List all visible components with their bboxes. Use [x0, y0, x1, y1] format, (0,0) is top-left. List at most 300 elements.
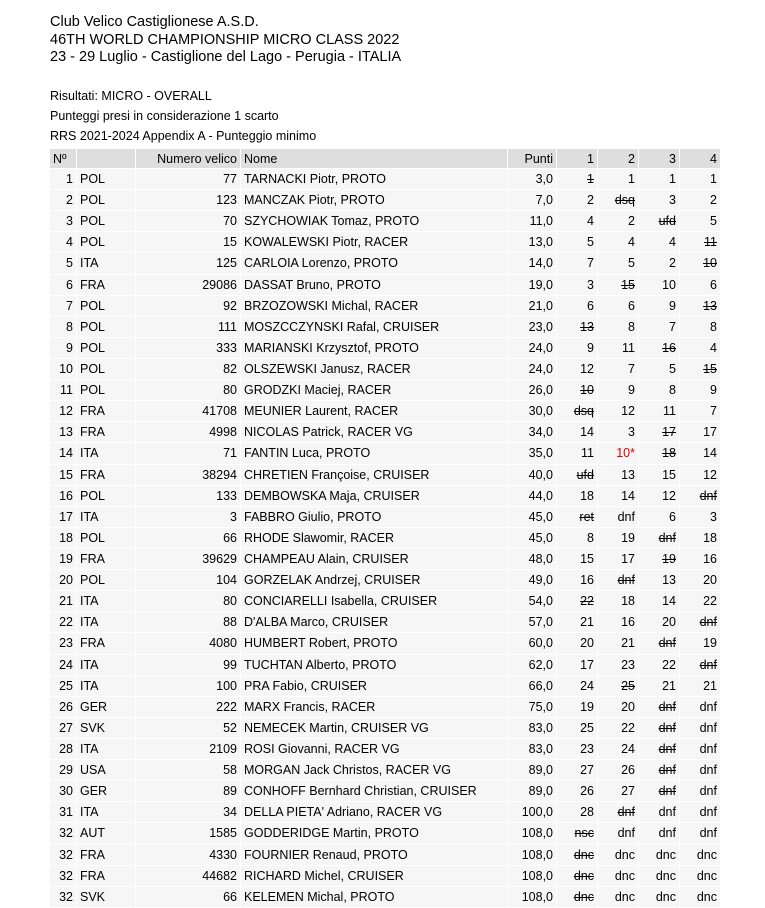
table-row [50, 295, 721, 316]
name-cell: KOWALEWSKI Piotr, RACER [241, 232, 508, 253]
results-title: Risultati: MICRO - OVERALL [50, 89, 212, 103]
table-row [50, 717, 721, 738]
race-1-cell: 3 [557, 274, 598, 295]
race-2-cell: 15 [598, 274, 639, 295]
points-cell: 21,0 [508, 295, 557, 316]
sail-number-cell: 88 [136, 612, 241, 633]
race-1-cell: dsq [557, 401, 598, 422]
race-4-cell: 3 [680, 506, 721, 527]
race-2-cell: 12 [598, 401, 639, 422]
points-cell: 45,0 [508, 506, 557, 527]
race-1-cell: dnc [557, 844, 598, 865]
nation-cell: FRA [77, 865, 136, 886]
race-4-cell: dnf [680, 802, 721, 823]
nation-cell: POL [77, 358, 136, 379]
nation-cell: POL [77, 570, 136, 591]
race-3-cell: 2 [639, 253, 680, 274]
name-cell: D'ALBA Marco, CRUISER [241, 612, 508, 633]
rank-cell: 19 [50, 548, 77, 569]
table-row [50, 190, 721, 211]
points-cell: 34,0 [508, 422, 557, 443]
name-cell: MANCZAK Piotr, PROTO [241, 190, 508, 211]
rank-cell: 25 [50, 675, 77, 696]
sail-number-cell: 99 [136, 654, 241, 675]
race-4-cell: 9 [680, 380, 721, 401]
points-cell: 108,0 [508, 823, 557, 844]
race-3-cell: dnc [639, 886, 680, 907]
rank-cell: 26 [50, 696, 77, 717]
table-row [50, 802, 721, 823]
name-cell: MORGAN Jack Christos, RACER VG [241, 760, 508, 781]
rank-cell: 28 [50, 738, 77, 759]
nation-cell: GER [77, 781, 136, 802]
name-cell: TUCHTAN Alberto, PROTO [241, 654, 508, 675]
race-3-cell: 5 [639, 358, 680, 379]
points-cell: 108,0 [508, 844, 557, 865]
race-1-cell: 16 [557, 570, 598, 591]
race-2-cell: 2 [598, 211, 639, 232]
race-3-cell: 21 [639, 675, 680, 696]
nation-cell: POL [77, 380, 136, 401]
nation-cell: FRA [77, 633, 136, 654]
name-cell: FANTIN Luca, PROTO [241, 443, 508, 464]
name-cell: RICHARD Michel, CRUISER [241, 865, 508, 886]
race-1-cell: 2 [557, 190, 598, 211]
nation-cell: FRA [77, 844, 136, 865]
rank-cell: 32 [50, 865, 77, 886]
sail-number-cell: 222 [136, 696, 241, 717]
race-3-cell: 1 [639, 169, 680, 190]
race-1-cell: 7 [557, 253, 598, 274]
race-1-cell: 1 [557, 169, 598, 190]
nation-cell: POL [77, 316, 136, 337]
table-row [50, 760, 721, 781]
rank-cell: 21 [50, 591, 77, 612]
race-3-cell: dnf [639, 696, 680, 717]
nation-cell: ITA [77, 506, 136, 527]
race-2-cell: 26 [598, 760, 639, 781]
name-cell: KELEMEN Michal, PROTO [241, 886, 508, 907]
nation-cell: ITA [77, 675, 136, 696]
race-4-cell: dnf [680, 738, 721, 759]
event-dates-place: 23 - 29 Luglio - Castiglione del Lago - Perugia - ITALIA [50, 49, 402, 65]
race-2-cell: 24 [598, 738, 639, 759]
points-cell: 40,0 [508, 464, 557, 485]
discard-note: Punteggi presi in considerazione 1 scarto [50, 109, 279, 123]
nation-cell: POL [77, 485, 136, 506]
race-4-cell: 17 [680, 422, 721, 443]
race-2-cell: 7 [598, 358, 639, 379]
sail-number-cell: 2109 [136, 738, 241, 759]
race-3-cell: dnf [639, 802, 680, 823]
sail-number-cell: 70 [136, 211, 241, 232]
race-2-cell: dnf [598, 506, 639, 527]
race-2-cell: 1 [598, 169, 639, 190]
race-4-cell: 2 [680, 190, 721, 211]
race-3-cell: 14 [639, 591, 680, 612]
race-4-cell: dnc [680, 865, 721, 886]
table-row [50, 527, 721, 548]
race-1-cell: 18 [557, 485, 598, 506]
race-4-cell: 11 [680, 232, 721, 253]
race-2-cell: 22 [598, 717, 639, 738]
race-2-cell: 14 [598, 485, 639, 506]
name-cell: DASSAT Bruno, PROTO [241, 274, 508, 295]
nation-cell: POL [77, 211, 136, 232]
table-row [50, 612, 721, 633]
race-3-cell: dnf [639, 717, 680, 738]
sail-number-cell: 133 [136, 485, 241, 506]
race-4-cell: 18 [680, 527, 721, 548]
name-cell: MARX Francis, RACER [241, 696, 508, 717]
rank-cell: 32 [50, 886, 77, 907]
name-cell: PRA Fabio, CRUISER [241, 675, 508, 696]
sail-number-cell: 82 [136, 358, 241, 379]
race-4-cell: 1 [680, 169, 721, 190]
nation-cell: ITA [77, 591, 136, 612]
sail-number-cell: 66 [136, 886, 241, 907]
rank-cell: 12 [50, 401, 77, 422]
race-3-cell: 15 [639, 464, 680, 485]
name-cell: NICOLAS Patrick, RACER VG [241, 422, 508, 443]
sail-number-cell: 123 [136, 190, 241, 211]
rank-cell: 32 [50, 823, 77, 844]
rank-cell: 16 [50, 485, 77, 506]
race-1-cell: 15 [557, 548, 598, 569]
race-1-cell: 8 [557, 527, 598, 548]
rank-cell: 7 [50, 295, 77, 316]
race-2-cell: dnf [598, 570, 639, 591]
race-1-cell: 11 [557, 443, 598, 464]
points-cell: 62,0 [508, 654, 557, 675]
sail-number-cell: 39629 [136, 548, 241, 569]
table-row [50, 401, 721, 422]
nation-cell: POL [77, 190, 136, 211]
race-1-cell: 28 [557, 802, 598, 823]
nation-cell: POL [77, 295, 136, 316]
race-2-cell: dnf [598, 802, 639, 823]
race-2-cell: 6 [598, 295, 639, 316]
nation-cell: ITA [77, 654, 136, 675]
rank-cell: 4 [50, 232, 77, 253]
points-cell: 54,0 [508, 591, 557, 612]
race-4-cell: 13 [680, 295, 721, 316]
points-cell: 48,0 [508, 548, 557, 569]
race-1-cell: 22 [557, 591, 598, 612]
sail-number-cell: 3 [136, 506, 241, 527]
name-cell: GORZELAK Andrzej, CRUISER [241, 570, 508, 591]
race-1-cell: 14 [557, 422, 598, 443]
race-2-cell: 18 [598, 591, 639, 612]
rank-cell: 29 [50, 760, 77, 781]
sail-number-cell: 58 [136, 760, 241, 781]
points-cell: 89,0 [508, 760, 557, 781]
points-cell: 24,0 [508, 337, 557, 358]
table-row [50, 253, 721, 274]
race-1-cell: 10 [557, 380, 598, 401]
race-3-cell: 13 [639, 570, 680, 591]
race-3-cell: 11 [639, 401, 680, 422]
race-3-cell: 20 [639, 612, 680, 633]
rules-note: RRS 2021-2024 Appendix A - Punteggio minimo [50, 129, 317, 143]
table-row [50, 654, 721, 675]
name-cell: MARIANSKI Krzysztof, PROTO [241, 337, 508, 358]
results-table [49, 148, 721, 908]
name-cell: CHRETIEN Françoise, CRUISER [241, 464, 508, 485]
club-name: Club Velico Castiglionese A.S.D. [50, 14, 259, 30]
race-3-cell: dnf [639, 781, 680, 802]
sail-number-cell: 1585 [136, 823, 241, 844]
points-cell: 30,0 [508, 401, 557, 422]
table-row [50, 464, 721, 485]
name-cell: RHODE Slawomir, RACER [241, 527, 508, 548]
nation-cell: ITA [77, 253, 136, 274]
race-2-cell: dnc [598, 865, 639, 886]
table-row [50, 232, 721, 253]
race-3-cell: 6 [639, 506, 680, 527]
race-2-cell: 20 [598, 696, 639, 717]
name-cell: DELLA PIETA' Adriano, RACER VG [241, 802, 508, 823]
race-4-cell: 21 [680, 675, 721, 696]
race-4-cell: dnc [680, 844, 721, 865]
points-cell: 100,0 [508, 802, 557, 823]
points-cell: 19,0 [508, 274, 557, 295]
race-3-cell: 7 [639, 316, 680, 337]
race-2-cell: 21 [598, 633, 639, 654]
points-cell: 11,0 [508, 211, 557, 232]
race-1-cell: 17 [557, 654, 598, 675]
table-row [50, 337, 721, 358]
name-cell: DEMBOWSKA Maja, CRUISER [241, 485, 508, 506]
race-4-cell: dnf [680, 654, 721, 675]
race-3-cell: 4 [639, 232, 680, 253]
name-cell: CONCIARELLI Isabella, CRUISER [241, 591, 508, 612]
table-row [50, 844, 721, 865]
points-cell: 57,0 [508, 612, 557, 633]
table-row [50, 781, 721, 802]
points-cell: 35,0 [508, 443, 557, 464]
nation-cell: FRA [77, 274, 136, 295]
table-row [50, 591, 721, 612]
name-cell: OLSZEWSKI Janusz, RACER [241, 358, 508, 379]
race-1-cell: nsc [557, 823, 598, 844]
nation-cell: POL [77, 169, 136, 190]
race-1-cell: 21 [557, 612, 598, 633]
race-3-cell: 9 [639, 295, 680, 316]
race-2-cell: 17 [598, 548, 639, 569]
race-3-cell: dnf [639, 760, 680, 781]
nation-cell: ITA [77, 443, 136, 464]
points-cell: 3,0 [508, 169, 557, 190]
sail-number-cell: 4330 [136, 844, 241, 865]
sail-number-cell: 125 [136, 253, 241, 274]
race-3-cell: dnc [639, 865, 680, 886]
name-cell: CARLOIA Lorenzo, PROTO [241, 253, 508, 274]
race-4-cell: 6 [680, 274, 721, 295]
sail-number-cell: 38294 [136, 464, 241, 485]
points-cell: 108,0 [508, 865, 557, 886]
points-cell: 60,0 [508, 633, 557, 654]
race-4-cell: 7 [680, 401, 721, 422]
col-header-race-3: 3 [639, 149, 680, 169]
race-4-cell: 14 [680, 443, 721, 464]
table-header-row [50, 149, 721, 169]
table-row [50, 570, 721, 591]
race-3-cell: dnf [639, 527, 680, 548]
rank-cell: 13 [50, 422, 77, 443]
race-4-cell: 15 [680, 358, 721, 379]
sail-number-cell: 52 [136, 717, 241, 738]
race-1-cell: dnc [557, 865, 598, 886]
points-cell: 66,0 [508, 675, 557, 696]
sail-number-cell: 15 [136, 232, 241, 253]
race-3-cell: 22 [639, 654, 680, 675]
table-row [50, 169, 721, 190]
rank-cell: 9 [50, 337, 77, 358]
race-4-cell: dnf [680, 696, 721, 717]
name-cell: ROSI Giovanni, RACER VG [241, 738, 508, 759]
race-4-cell: dnf [680, 717, 721, 738]
race-3-cell: 19 [639, 548, 680, 569]
nation-cell: FRA [77, 548, 136, 569]
table-row [50, 675, 721, 696]
race-4-cell: dnf [680, 781, 721, 802]
nation-cell: ITA [77, 738, 136, 759]
sail-number-cell: 41708 [136, 401, 241, 422]
name-cell: SZYCHOWIAK Tomaz, PROTO [241, 211, 508, 232]
race-2-cell: 11 [598, 337, 639, 358]
race-4-cell: 19 [680, 633, 721, 654]
race-3-cell: 8 [639, 380, 680, 401]
race-3-cell: 10 [639, 274, 680, 295]
sail-number-cell: 92 [136, 295, 241, 316]
col-header-nation [77, 149, 136, 169]
race-1-cell: 25 [557, 717, 598, 738]
rank-cell: 17 [50, 506, 77, 527]
nation-cell: ITA [77, 802, 136, 823]
rank-cell: 6 [50, 274, 77, 295]
race-4-cell: 12 [680, 464, 721, 485]
rank-cell: 14 [50, 443, 77, 464]
sail-number-cell: 104 [136, 570, 241, 591]
points-cell: 49,0 [508, 570, 557, 591]
sail-number-cell: 66 [136, 527, 241, 548]
race-2-cell: 23 [598, 654, 639, 675]
sail-number-cell: 29086 [136, 274, 241, 295]
col-header-race-1: 1 [557, 149, 598, 169]
race-1-cell: ufd [557, 464, 598, 485]
points-cell: 7,0 [508, 190, 557, 211]
race-4-cell: 8 [680, 316, 721, 337]
col-header-race-4: 4 [680, 149, 721, 169]
race-4-cell: 22 [680, 591, 721, 612]
race-3-cell: 16 [639, 337, 680, 358]
rank-cell: 10 [50, 358, 77, 379]
nation-cell: AUT [77, 823, 136, 844]
race-4-cell: dnf [680, 485, 721, 506]
table-row [50, 443, 721, 464]
table-row [50, 274, 721, 295]
rank-cell: 18 [50, 527, 77, 548]
points-cell: 24,0 [508, 358, 557, 379]
table-row [50, 633, 721, 654]
race-1-cell: 9 [557, 337, 598, 358]
race-4-cell: dnc [680, 886, 721, 907]
race-2-cell: dnc [598, 886, 639, 907]
race-1-cell: 4 [557, 211, 598, 232]
race-1-cell: 13 [557, 316, 598, 337]
race-4-cell: dnf [680, 612, 721, 633]
points-cell: 23,0 [508, 316, 557, 337]
race-1-cell: 6 [557, 295, 598, 316]
table-row [50, 865, 721, 886]
rank-cell: 11 [50, 380, 77, 401]
rank-cell: 3 [50, 211, 77, 232]
sail-number-cell: 71 [136, 443, 241, 464]
rank-cell: 2 [50, 190, 77, 211]
points-cell: 13,0 [508, 232, 557, 253]
race-1-cell: 23 [557, 738, 598, 759]
race-3-cell: 12 [639, 485, 680, 506]
race-1-cell: 26 [557, 781, 598, 802]
race-4-cell: dnf [680, 823, 721, 844]
sail-number-cell: 100 [136, 675, 241, 696]
points-cell: 83,0 [508, 717, 557, 738]
nation-cell: FRA [77, 422, 136, 443]
race-2-cell: 25 [598, 675, 639, 696]
name-cell: HUMBERT Robert, PROTO [241, 633, 508, 654]
sail-number-cell: 34 [136, 802, 241, 823]
col-header-race-2: 2 [598, 149, 639, 169]
col-header-rank: Nº [50, 149, 77, 169]
race-4-cell: 20 [680, 570, 721, 591]
name-cell: MOSZCCZYNSKI Rafal, CRUISER [241, 316, 508, 337]
race-3-cell: 3 [639, 190, 680, 211]
rank-cell: 24 [50, 654, 77, 675]
race-3-cell: dnf [639, 823, 680, 844]
table-row [50, 485, 721, 506]
table-body [50, 169, 721, 908]
race-4-cell: 4 [680, 337, 721, 358]
name-cell: BRZOZOWSKI Michal, RACER [241, 295, 508, 316]
name-cell: FABBRO Giulio, PROTO [241, 506, 508, 527]
race-2-cell: dnf [598, 823, 639, 844]
nation-cell: FRA [77, 401, 136, 422]
sail-number-cell: 89 [136, 781, 241, 802]
name-cell: NEMECEK Martin, CRUISER VG [241, 717, 508, 738]
nation-cell: SVK [77, 886, 136, 907]
race-3-cell: dnc [639, 844, 680, 865]
col-header-points: Punti [508, 149, 557, 169]
sail-number-cell: 4998 [136, 422, 241, 443]
rank-cell: 32 [50, 844, 77, 865]
table-row [50, 358, 721, 379]
race-3-cell: 17 [639, 422, 680, 443]
col-header-name: Nome [241, 149, 508, 169]
table-row [50, 823, 721, 844]
nation-cell: ITA [77, 612, 136, 633]
race-1-cell: 12 [557, 358, 598, 379]
race-2-cell: 19 [598, 527, 639, 548]
sail-number-cell: 80 [136, 380, 241, 401]
points-cell: 89,0 [508, 781, 557, 802]
nation-cell: POL [77, 337, 136, 358]
nation-cell: USA [77, 760, 136, 781]
event-title: 46TH WORLD CHAMPIONSHIP MICRO CLASS 2022 [50, 32, 400, 48]
table-row [50, 316, 721, 337]
sail-number-cell: 111 [136, 316, 241, 337]
name-cell: TARNACKI Piotr, PROTO [241, 169, 508, 190]
